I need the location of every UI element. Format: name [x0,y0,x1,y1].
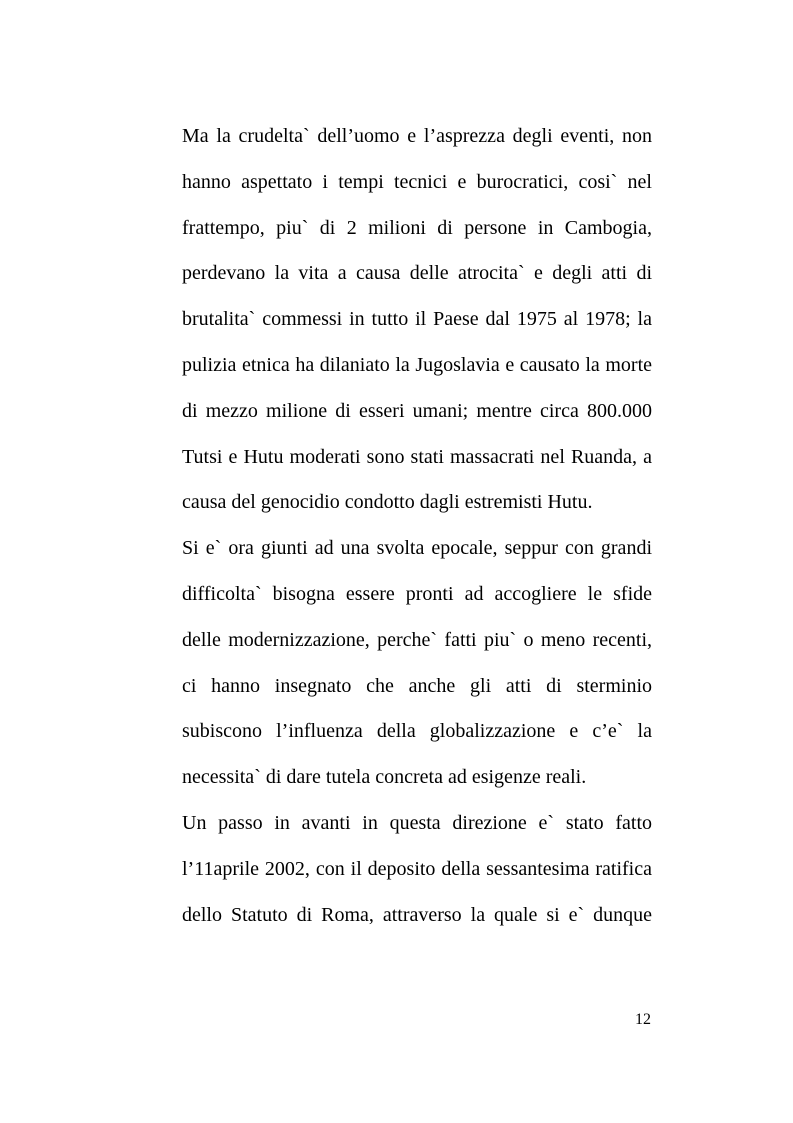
text-line: l’11aprile 2002, con il deposito della sessantesima ratifica [182,857,652,880]
text-line: ci hanno insegnato che anche gli atti di sterminio [182,674,652,697]
page-number: 12 [635,1011,651,1028]
text-line: brutalita` commessi in tutto il Paese dal 1975 al 1978; la [182,308,652,331]
text-line: frattempo, piu` di 2 milioni di persone in Cambogia, [182,216,652,239]
text-line: Un passo in avanti in questa direzione e` stato fatto [182,811,652,834]
text-line: pulizia etnica ha dilaniato la Jugoslavia e causato la morte [182,353,652,376]
text-line: dello Statuto di Roma, attraverso la quale si e` dunque [182,903,652,926]
text-line: necessita` di dare tutela concreta ad esigenze reali. [182,766,587,789]
text-line: subiscono l’influenza della globalizzazione e c’e` la [182,720,652,743]
text-line: delle modernizzazione, perche` fatti piu` o meno recenti, [182,628,652,651]
text-line: causa del genocidio condotto dagli estremisti Hutu. [182,491,593,514]
text-line: difficolta` bisogna essere pronti ad accogliere le sfide [182,582,652,605]
body-text [182,114,652,938]
text-line: perdevano la vita a causa delle atrocita` e degli atti di [182,262,652,285]
text-line: Si e` ora giunti ad una svolta epocale, seppur con grandi [182,537,652,560]
text-line: hanno aspettato i tempi tecnici e burocratici, cosi` nel [182,170,652,193]
text-line: Ma la crudelta` dell’uomo e l’asprezza degli eventi, non [182,125,652,147]
text-line: Tutsi e Hutu moderati sono stati massacrati nel Ruanda, a [182,445,652,468]
text-line: di mezzo milione di esseri umani; mentre circa 800.000 [182,399,652,422]
